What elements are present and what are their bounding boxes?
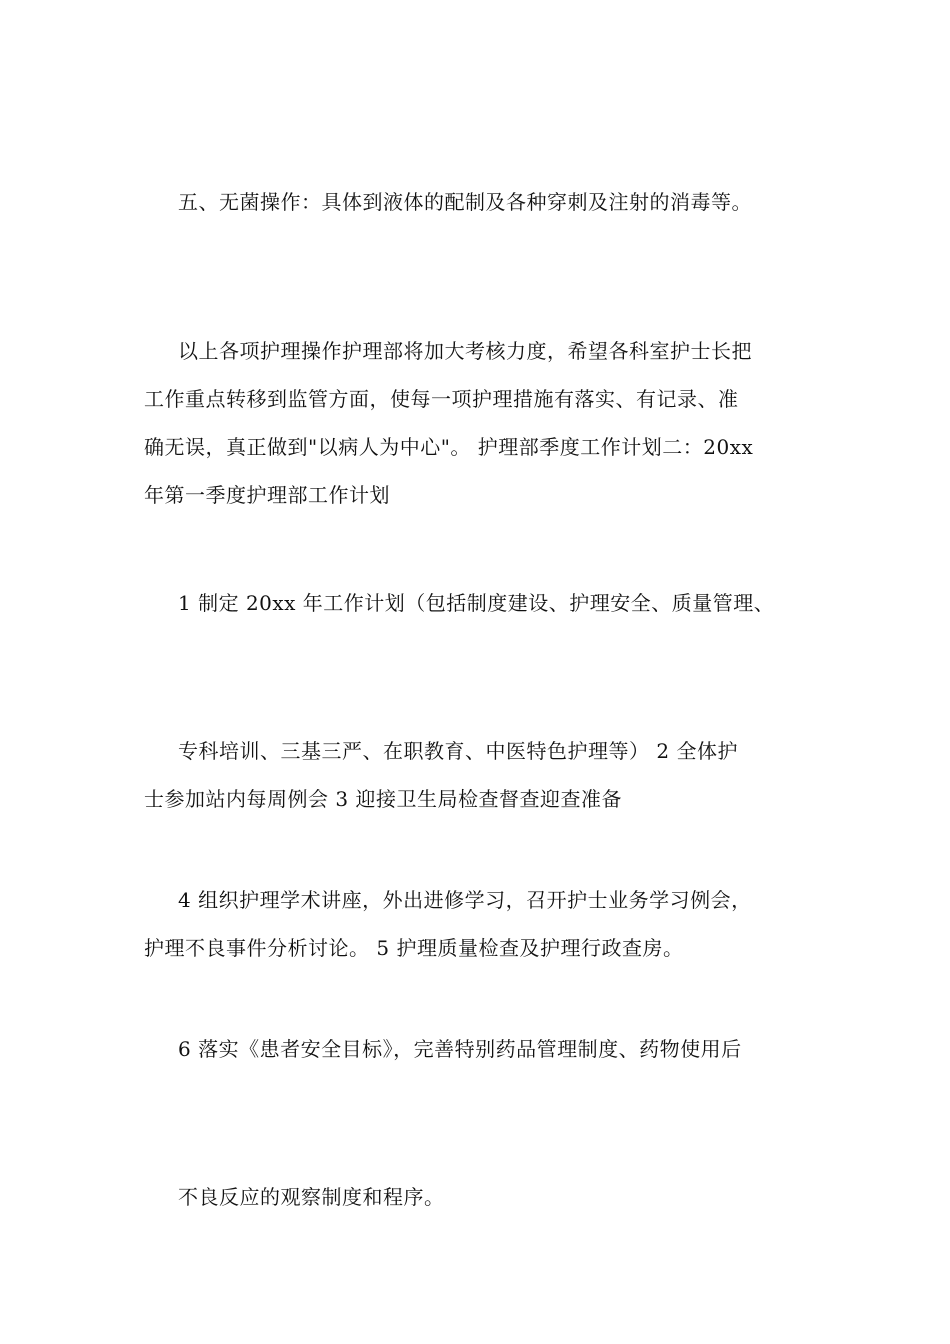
- text-line: 4 组织护理学术讲座，外出进修学习，召开护士业务学习例会，: [178, 888, 752, 912]
- text-line: 确无误，真正做到"以病人为中心"。 护理部季度工作计划二：20xx: [144, 435, 754, 459]
- paragraph-aseptic-operation: [144, 178, 809, 226]
- paragraph-item-6-continued: [144, 1173, 809, 1221]
- paragraph-summary: [144, 327, 809, 519]
- paragraph-item-1-continued: [144, 727, 809, 823]
- paragraph-item-1: [144, 579, 809, 627]
- text-line: 五、无菌操作：具体到液体的配制及各种穿刺及注射的消毒等。: [178, 190, 752, 214]
- text-line: 年第一季度护理部工作计划: [144, 483, 390, 507]
- text-line: 6 落实《患者安全目标》，完善特别药品管理制度、药物使用后: [178, 1037, 742, 1061]
- paragraph-item-4: [144, 876, 809, 972]
- text-line: 专科培训、三基三严、在职教育、中医特色护理等） 2 全体护: [178, 739, 738, 763]
- text-line: 工作重点转移到监管方面，使每一项护理措施有落实、有记录、准: [144, 387, 739, 411]
- text-line: 1 制定 20xx 年工作计划（包括制度建设、护理安全、质量管理、: [178, 591, 775, 615]
- text-line: 不良反应的观察制度和程序。: [178, 1185, 445, 1209]
- text-line: 以上各项护理操作护理部将加大考核力度，希望各科室护士长把: [178, 339, 752, 363]
- text-line: 士参加站内每周例会 3 迎接卫生局检查督查迎查准备: [144, 787, 622, 811]
- paragraph-item-6: [144, 1025, 809, 1073]
- text-line: 护理不良事件分析讨论。 5 护理质量检查及护理行政查房。: [144, 936, 684, 960]
